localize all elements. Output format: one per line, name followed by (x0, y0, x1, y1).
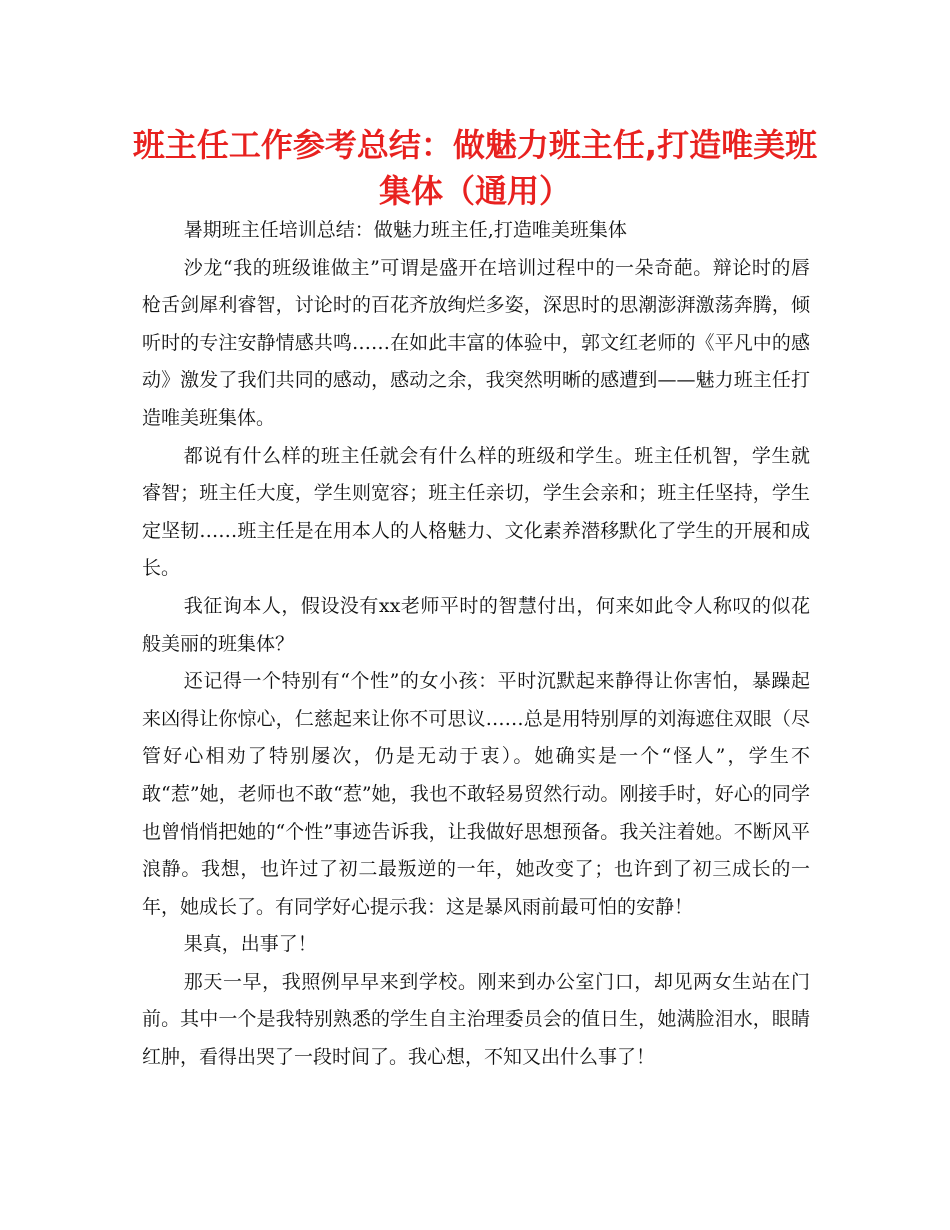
document-body (142, 212, 810, 1077)
paragraph: 都说有什么样的班主任就会有什么样的班级和学生。班主任机智，学生就睿智；班主任大度，学生则宽容；班主任亲切，学生会亲和；班主任坚持，学生定坚韧……班主任是在用本人的人格魅力、文化素养潜移默化了学生的开展和成长。 (142, 444, 810, 580)
document-title: 班主任工作参考总结：做魅力班主任,打造唯美班集体（通用） (132, 126, 818, 210)
paragraph: 还记得一个特别有“个性”的女小孩：平时沉默起来静得让你害怕，暴躁起来凶得让你惊心，仁慈起来让你不可思议……总是用特别厚的刘海遮住双眼（尽管好心相劝了特别屡次，仍是无动于衷）。她确实是一个“怪人”，学生不敢“惹”她，老师也不敢“惹”她，我也不敢轻易贸然行动。刚接手时，好心的同学也曾悄悄把她的“个性”事迹告诉我，让我做好思想预备。我关注着她。不断风平浪静。我想，也许过了初二最叛逆的一年，她改变了；也许到了初三成长的一年，她成长了。有同学好心提示我：这是暴风雨前最可怕的安静！ (142, 670, 810, 918)
paragraph: 沙龙“我的班级谁做主”可谓是盛开在培训过程中的一朵奇葩。辩论时的唇枪舌剑犀利睿智，讨论时的百花齐放绚烂多姿，深思时的思潮澎湃激荡奔腾，倾听时的专注安静情感共鸣……在如此丰富的体验中，郭文红老师的《平凡中的感动》激发了我们共同的感动，感动之余，我突然明晰的感遭到——魅力班主任打造唯美班集体。 (142, 256, 810, 429)
paragraph: 果真，出事了！ (183, 933, 317, 956)
paragraph: 我征询本人，假设没有xx老师平时的智慧付出，何来如此令人称叹的似花般美丽的班集体？ (142, 594, 810, 655)
paragraph: 那天一早，我照例早早来到学校。刚来到办公室门口，却见两女生站在门前。其中一个是我特别熟悉的学生自主治理委员会的值日生，她满脸泪水，眼睛红肿，看得出哭了一段时间了。我心想，不知又出什么事了！ (142, 970, 810, 1069)
paragraph-subtitle: 暑期班主任培训总结：做魅力班主任,打造唯美班集体 (183, 219, 627, 241)
